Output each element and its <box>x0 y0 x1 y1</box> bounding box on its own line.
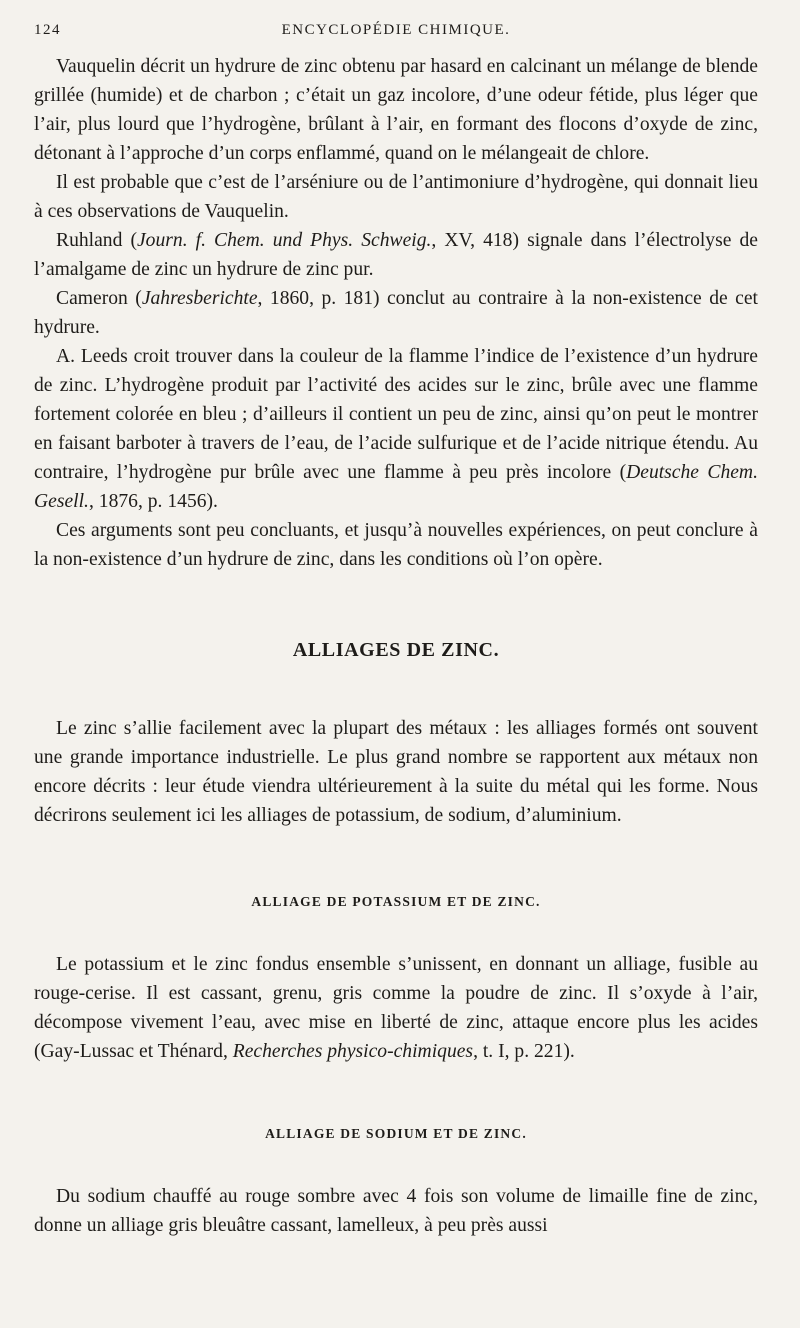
paragraph-arseniure: Il est probable que c’est de l’arséniure ou de l’antimoniure d’hydrogène, qui donnait lieu à ces observations de Vauquelin. <box>34 172 758 222</box>
paragraph-sodium: Du sodium chauffé au rouge sombre avec 4 fois son volume de limaille fine de zinc, donne un alliage gris bleuâtre cassant, lamelleux, à peu près aussi <box>34 1186 758 1236</box>
intro-section <box>34 52 758 574</box>
paragraph-cameron <box>34 284 758 342</box>
paragraph-ruhland <box>34 226 758 284</box>
paragraph-leeds <box>34 342 758 516</box>
cameron-text-after: , 1860, p. 181) conclut au contraire à la non-existence de cet hydrure. <box>34 288 758 338</box>
page-number: 124 <box>34 22 61 38</box>
sodium-section <box>34 1182 758 1240</box>
potassium-text-after: , t. I, p. 221). <box>473 1041 575 1062</box>
potassium-text-before: Le potassium et le zinc fondus ensemble s’unissent, en donnant un alliage, fusible au rouge-cerise. Il est cassant, grenu, gris comme la poudre de zinc. Il s’oxyde à l’air, décompose vivement l’eau, avec mise en liberté de zinc, attaque encore plus les acides (Gay-Lussac et Thénard, <box>34 954 758 1062</box>
leeds-text-after: , 1876, p. 1456). <box>88 491 218 512</box>
potassium-reference: Recherches physico-chimiques <box>232 1041 474 1062</box>
ruhland-text-before: Ruhland ( <box>56 230 137 251</box>
ruhland-text-after: , XV, 418) signale dans l’électrolyse de l’amalgame de zinc un hydrure de zinc pur. <box>34 230 758 280</box>
paragraph-conclusion: Ces arguments sont peu concluants, et jusqu’à nouvelles expériences, on peut conclure à la non-existence d’un hydrure de zinc, dans les conditions où l’on opère. <box>34 520 758 570</box>
leeds-reference: Deutsche Chem. Gesell. <box>34 462 758 512</box>
ruhland-reference: Journ. f. Chem. und Phys. Schweig. <box>136 230 432 251</box>
leeds-text-before: A. Leeds croit trouver dans la couleur de la flamme l’indice de l’existence d’un hydrure de zinc. L’hydrogène produit par l’activité des acides sur le zinc, brûle avec une flamme fortement colorée en bleu ; d’ailleurs il contient un peu de zinc, ainsi qu’on peut le montrer en faisant barboter à travers de l’eau, de l’acide sulfurique et de l’acide nitrique étendu. Au contraire, l’hydrogène pur brûle avec une flamme à peu près incolore ( <box>34 346 758 483</box>
running-head <box>34 22 758 52</box>
running-title: ENCYCLOPÉDIE CHIMIQUE. <box>281 22 511 38</box>
paragraph-alliages: Le zinc s’allie facilement avec la plupart des métaux : les alliages formés ont souvent une grande importance industrielle. Le plus grand nombre se rapportent aux métaux non encore décrits : leur étude viendra ultérieurement à la suite du métal qui les forme. Nous décrirons seulement ici les alliages de potassium, de sodium, d’aluminium. <box>34 718 758 826</box>
cameron-text-before: Cameron ( <box>56 288 142 309</box>
alliages-section <box>34 714 758 830</box>
potassium-section <box>34 950 758 1066</box>
subsection-title-sodium: ALLIAGE DE SODIUM ET DE ZINC. <box>265 1126 527 1141</box>
section-title-alliages: ALLIAGES DE ZINC. <box>292 639 500 661</box>
paragraph-vauquelin: Vauquelin décrit un hydrure de zinc obtenu par hasard en calcinant un mélange de blende grillée (humide) et de charbon ; c’était un gaz incolore, d’une odeur fétide, plus léger que l’air, plus lourd que l’hydrogène, brûlant à l’air, en formant des flocons d’oxyde de zinc, détonant à l’approche d’un corps enflammé, quand on le mélangeait de chlore. <box>34 56 758 164</box>
cameron-reference: Jahresberichte <box>141 288 258 309</box>
subsection-title-potassium: ALLIAGE DE POTASSIUM ET DE ZINC. <box>251 894 541 909</box>
paragraph-potassium <box>34 950 758 1066</box>
